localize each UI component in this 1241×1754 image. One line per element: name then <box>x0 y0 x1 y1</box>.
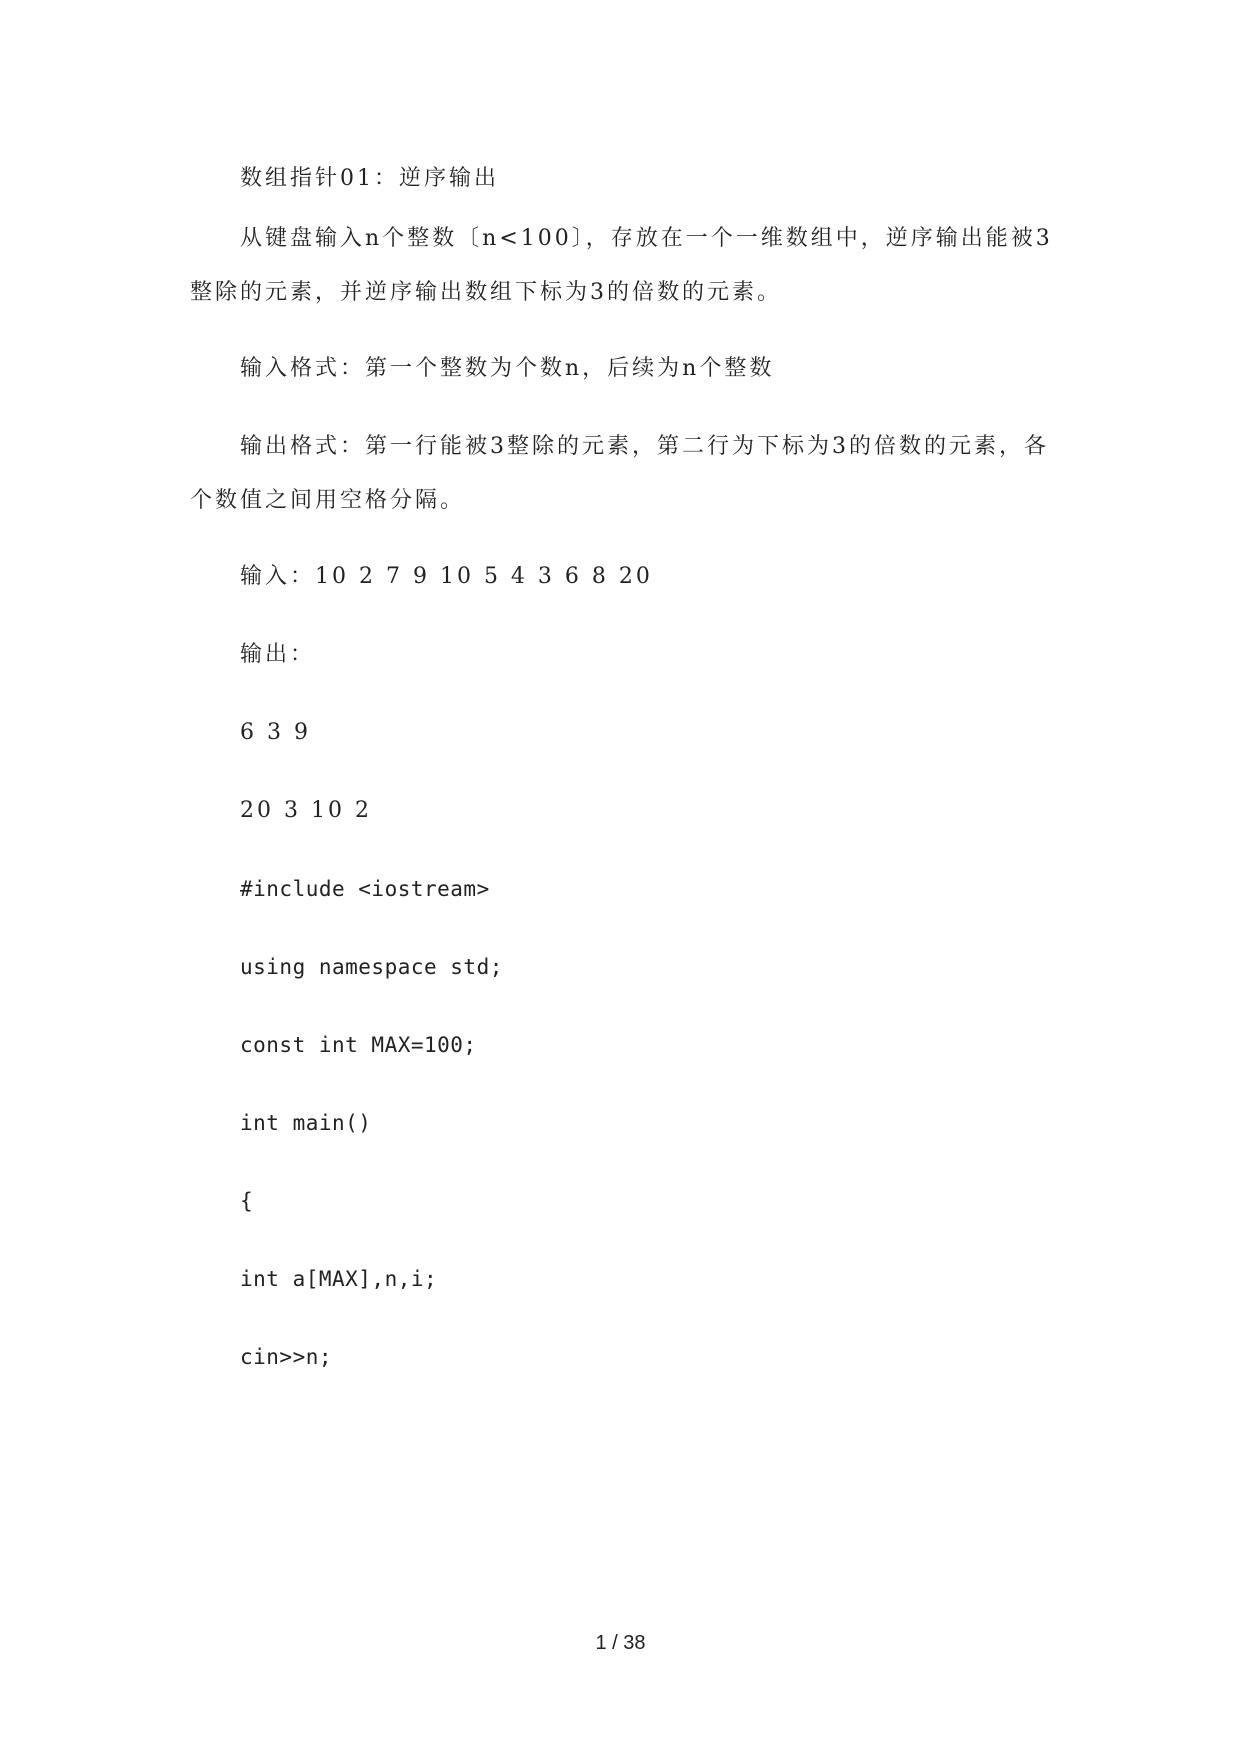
code-line: #include <iostream> <box>240 877 490 901</box>
input-format: 输入格式：第一个整数为个数n，后续为n个整数 <box>240 356 775 381</box>
sample-output-label: 输出： <box>240 642 316 667</box>
sample-output-line-2: 20 3 10 2 <box>240 798 372 823</box>
description-line-1: 从键盘输入n个整数〔n<100〕，存放在一个一维数组中，逆序输出能被3 <box>240 226 1053 251</box>
output-format-line-1: 输出格式：第一行能被3整除的元素，第二行为下标为3的倍数的元素，各 <box>240 434 1049 459</box>
sample-input: 输入：10 2 7 9 10 5 4 3 6 8 20 <box>240 564 653 589</box>
code-line: int a[MAX],n,i; <box>240 1267 438 1291</box>
code-line: using namespace std; <box>240 955 503 979</box>
code-line: const int MAX=100; <box>240 1033 477 1057</box>
output-format-line-2: 个数值之间用空格分隔。 <box>190 488 466 513</box>
code-line: int main() <box>240 1111 372 1135</box>
code-line: { <box>240 1189 254 1213</box>
description-line-2: 整除的元素，并逆序输出数组下标为3的倍数的元素。 <box>190 280 782 305</box>
code-line: cin>>n; <box>240 1345 333 1369</box>
problem-title: 数组指针01：逆序输出 <box>240 166 499 191</box>
page-number: 1 / 38 <box>595 1632 646 1654</box>
sample-output-line-1: 6 3 9 <box>240 720 311 745</box>
